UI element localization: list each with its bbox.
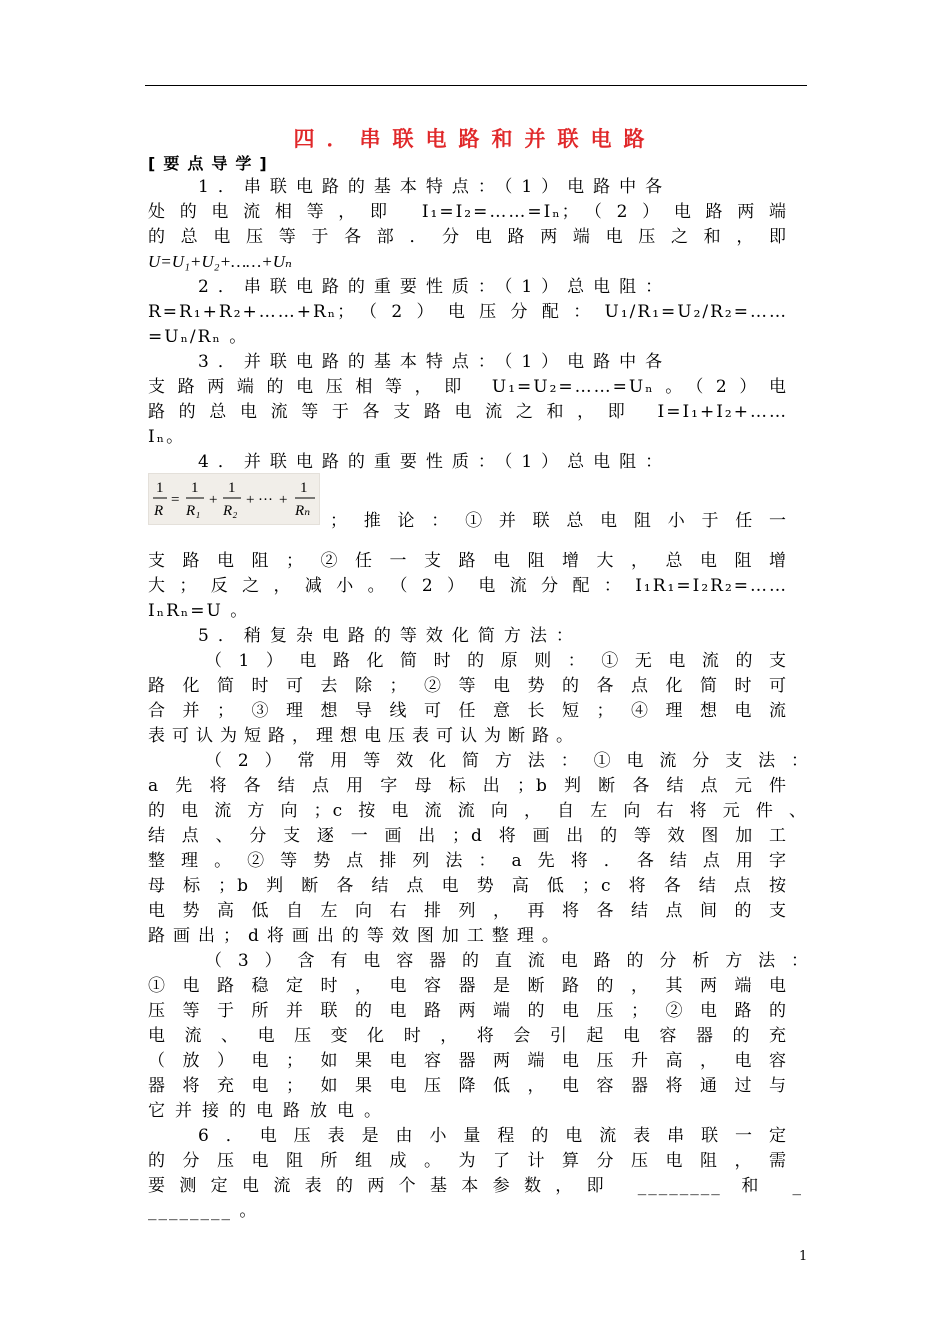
text-line: 表可认为短路，理想电压表可认为断路。: [148, 726, 580, 746]
formula-denominator: R₂: [223, 503, 238, 519]
text-line: ；推论：①并联总电阻小于任一: [330, 511, 788, 531]
text-line: 大；反之，减小。（2）电流分配：I₁R₁=I₂R₂=……: [148, 576, 788, 596]
text-line: 电流、电压变化时，将会引起电容器的充: [148, 1026, 788, 1046]
page-number: 1: [799, 1249, 808, 1264]
text-line: （3）含有电容器的直流电路的分析方法：: [205, 951, 810, 971]
text-line: （放）电；如果电容器两端电压升高，电容: [148, 1051, 788, 1071]
text-line: 结点、分支逐一画出；d将画出的等效图加工: [148, 826, 788, 846]
section-heading: [要点导学]: [148, 154, 275, 173]
total-resistance-formula: [148, 473, 320, 525]
formula-numerator: 1: [228, 480, 236, 496]
text-line: 1．串联电路的基本特点：（1）电路中各: [198, 177, 672, 197]
text-line: 4．并联电路的重要性质：（1）总电阻：: [198, 452, 672, 472]
text-line: （2）常用等效化简方法：①电流分支法：: [205, 751, 810, 771]
text-line: Iₙ。: [148, 427, 186, 447]
formula-numerator: 1: [191, 480, 199, 496]
text-line: 5．稍复杂电路的等效化简方法：: [198, 626, 582, 646]
text-line: 它并接的电路放电。: [148, 1101, 391, 1121]
text-line: 处的电流相等，即 I₁=I₂=……=Iₙ；（2）电路两端: [148, 202, 788, 222]
text-line: R=R₁+R₂+……+Rₙ；（2）电压分配：U₁/R₁=U₂/R₂=……: [148, 302, 788, 322]
formula-dots: ···: [258, 492, 273, 508]
text-line: 的分压电阻所组成。为了计算分压电阻，需: [148, 1151, 788, 1171]
text-line: ①电路稳定时，电容器是断路的，其两端电: [148, 976, 788, 996]
text-line: a先将各结点用字母标出；b判断各结点元件: [148, 776, 788, 796]
formula-denominator: R₁: [186, 503, 201, 519]
formula-equals: =: [171, 492, 180, 508]
formula-plus: +: [246, 492, 255, 508]
text-line: 3．并联电路的基本特点：（1）电路中各: [198, 352, 672, 372]
text-line: 支路两端的电压相等，即 U₁=U₂=……=Uₙ。（2）电: [148, 377, 788, 397]
text-line: 母标；b判断各结点电势高低；c将各结点按: [148, 876, 788, 896]
page-title: 四．串联电路和并联电路: [293, 127, 657, 151]
formula-numerator: 1: [156, 480, 164, 496]
text-line: 器将充电；如果电压降低，电容器将通过与: [148, 1076, 788, 1096]
text-line: U=U₁+U₂+……+Uₙ: [148, 252, 292, 271]
text-line: 2．串联电路的重要性质：（1）总电阻：: [198, 277, 672, 297]
text-line: 合并；③理想导线可任意长短；④理想电流: [148, 701, 788, 721]
formula-plus: +: [279, 492, 288, 508]
text-line: 整理。②等势点排列法：a先将．各结点用字: [148, 851, 788, 871]
text-line: 电势高低自左向右排列，再将各结点间的支: [148, 901, 788, 921]
formula-denominator: R: [154, 503, 164, 519]
text-line: 的电流方向；c按电流流向，自左向右将元件、: [148, 801, 808, 821]
text-line: 路画出；d将画出的等效图加工整理。: [148, 926, 567, 946]
header-rule: [145, 85, 807, 86]
text-line: 要测定电流表的两个基本参数，即 ________ 和 _: [148, 1176, 803, 1196]
text-line: =Uₙ/Rₙ 。: [148, 327, 249, 347]
text-line: 压等于所并联的电路两端的电压；②电路的: [148, 1001, 788, 1021]
formula-denominator: Rₙ: [295, 503, 311, 519]
formula-numerator: 1: [300, 480, 308, 496]
text-line: IₙRₙ=U 。: [148, 601, 250, 621]
formula-plus: +: [209, 492, 218, 508]
text-line: （1）电路化简时的原则：①无电流的支: [205, 651, 788, 671]
text-line: 6．电压表是由小量程的电流表串联一定: [198, 1126, 788, 1146]
text-line: 路化简时可去除；②等电势的各点化简时可: [148, 676, 788, 696]
text-line: 路的总电流等于各支路电流之和，即 I=I₁+I₂+……: [148, 402, 788, 422]
text-line: 的总电压等于各部．分电路两端电压之和，即: [148, 227, 788, 247]
text-line: ________ 。: [148, 1201, 259, 1221]
text-line: 支路电阻；②任一支路电阻增大，总电阻增: [148, 551, 788, 571]
